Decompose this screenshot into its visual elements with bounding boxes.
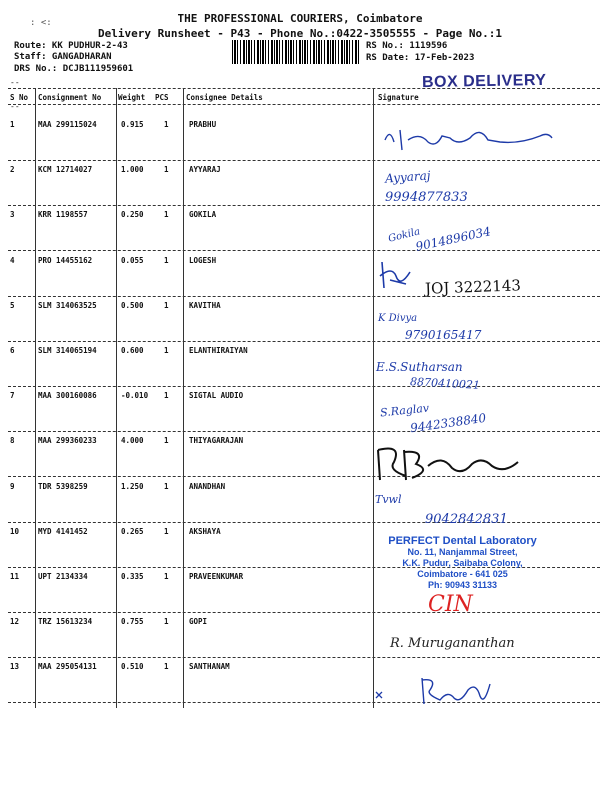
row-sno: 11 — [10, 572, 20, 581]
row-weight: 0.265 — [121, 526, 144, 536]
col-divider — [183, 88, 184, 708]
stamp-line-4: Coimbatore - 641 025 — [417, 569, 508, 579]
row-consignee: LOGESH — [189, 255, 217, 265]
row-sno: 6 — [10, 346, 15, 355]
row-consignee: AYYARAJ — [189, 165, 221, 175]
stamp-line-5: Ph: 90943 31133 — [427, 580, 498, 590]
runsheet-title: Delivery Runsheet - P43 - Phone No.:0422-3505555 - Page No.:1 — [98, 27, 502, 40]
col-consignee: Consignee Details — [186, 93, 263, 102]
row-consignment-no: SLM 314063525 — [38, 300, 97, 310]
row-divider — [8, 522, 600, 523]
col-consignment: Consignment No — [38, 93, 102, 102]
row-consignee: THIYAGARAJAN — [189, 436, 244, 446]
row-weight: 0.510 — [121, 662, 144, 672]
stamp-dental-lab — [370, 536, 555, 591]
row-weight: 0.500 — [121, 300, 144, 310]
row-consignment-no: MAA 299360233 — [38, 436, 97, 446]
row-sno: 9 — [10, 481, 15, 491]
signature-6-name: E.S.Sutharsan — [376, 360, 463, 374]
signature-9-name: Tvwl — [375, 493, 402, 506]
row-consignment-no: TDR 5398259 — [38, 481, 88, 491]
row-divider — [8, 386, 600, 387]
row-consignment-no: MYD 4141452 — [38, 526, 88, 536]
signature-2-name: Ayyaraj — [384, 168, 431, 186]
stamp-line-1: PERFECT Dental Laboratory — [388, 535, 537, 547]
rs-date-label: RS Date: 17-Feb-2023 — [366, 53, 475, 63]
drs-label: DRS No.: DCJB111959601 — [14, 64, 134, 74]
col-divider — [35, 88, 36, 708]
row-consignment-no: TRZ 15613234 — [38, 617, 93, 627]
row-weight: -0.010 — [121, 391, 149, 401]
row-weight: 0.755 — [121, 617, 144, 627]
row-weight: 1.250 — [121, 481, 144, 491]
row-divider — [8, 612, 600, 613]
col-pcs: PCS — [155, 93, 169, 102]
row-sno: 12 — [10, 617, 20, 627]
stamp-line-2: No. 11, Nanjammal Street, — [407, 547, 518, 557]
signature-7-name: S.Raglav — [379, 401, 430, 420]
signature-12-name: R. Murugananthan — [390, 636, 515, 651]
row-pcs: 1 — [164, 662, 169, 672]
row-pcs: 1 — [164, 165, 169, 175]
row-consignment-no: SLM 314065194 — [38, 346, 97, 355]
row-divider — [8, 431, 600, 432]
signature-4-text: JOJ 3222143 — [424, 276, 522, 298]
row-sno: 8 — [10, 436, 15, 446]
header-mark: -- — [10, 78, 20, 87]
row-consignment-no: MAA 300160086 — [38, 391, 97, 401]
corner-mark: : <: — [30, 18, 52, 28]
row-consignee: ELANTHIRAIYAN — [189, 346, 248, 355]
row-sno: 13 — [10, 662, 20, 672]
row-pcs: 1 — [164, 617, 169, 627]
row-pcs: 1 — [164, 572, 169, 581]
row-pcs: 1 — [164, 526, 169, 536]
row-weight: 0.055 — [121, 255, 144, 265]
signature-5-phone: 9790165417 — [405, 328, 482, 342]
header-top-rule — [8, 88, 600, 89]
signature-3-phone: 9014896034 — [414, 224, 492, 254]
row-weight: 0.600 — [121, 346, 144, 355]
row-consignee: KAVITHA — [189, 300, 221, 310]
row-weight: 0.335 — [121, 572, 144, 581]
row-consignee: PRABHU — [189, 120, 217, 129]
signature-11-cin: CIN — [428, 592, 473, 617]
row-pcs: 1 — [164, 255, 169, 265]
row-sno: 2 — [10, 165, 15, 175]
signature-7-phone: 9442338840 — [409, 410, 487, 436]
col-signature: Signature — [378, 93, 419, 102]
route-label: Route: KK PUDHUR-2-43 — [14, 41, 128, 51]
signature-8 — [372, 440, 532, 486]
row-sno: 4 — [10, 255, 15, 265]
header-bottom-rule — [8, 104, 600, 105]
company-title: THE PROFESSIONAL COURIERS, Coimbatore — [177, 12, 423, 25]
row-consignee: GOKILA — [189, 210, 217, 220]
row-weight: 4.000 — [121, 436, 144, 446]
row-consignment-no: MAA 299115024 — [38, 120, 97, 129]
row-sno: 1 — [10, 120, 15, 129]
signature-4-mark — [376, 258, 416, 292]
row-consignee: SANTHANAM — [189, 662, 230, 672]
row-sno: 10 — [10, 526, 20, 536]
col-weight: Weight — [118, 93, 146, 102]
col-sno: S No — [10, 93, 29, 102]
stamp-line-3: K.K. Pudur, Saibaba Colony, — [402, 558, 523, 568]
row-divider — [8, 250, 600, 251]
row-divider — [8, 657, 600, 658]
row-consignee: SIGTAL AUDIO — [189, 391, 244, 401]
signature-3-name: Gokila — [387, 226, 422, 245]
row-consignee: PRAVEENKUMAR — [189, 572, 244, 581]
col-divider — [373, 88, 374, 708]
row-divider — [8, 296, 600, 297]
row-divider — [8, 341, 600, 342]
row-consignee: AKSHAYA — [189, 526, 221, 536]
row-weight: 0.250 — [121, 210, 144, 220]
row-consignee: GOPI — [189, 617, 208, 627]
row-sno: 3 — [10, 210, 15, 220]
box-delivery-stamp: BOX DELIVERY — [421, 71, 547, 92]
header-mark-2: -- — [10, 102, 20, 111]
row-pcs: 1 — [164, 210, 169, 220]
row-pcs: 1 — [164, 391, 169, 401]
signature-13 — [372, 672, 512, 712]
row-consignment-no: UPT 2134334 — [38, 572, 88, 581]
signature-6-number: 8870410021 — [409, 375, 481, 392]
row-divider — [8, 205, 600, 206]
row-pcs: 1 — [164, 346, 169, 355]
signature-9-phone: 9042842831 — [425, 512, 508, 527]
row-consignment-no: KRR 1198557 — [38, 210, 88, 220]
row-pcs: 1 — [164, 481, 169, 491]
row-consignment-no: KCM 12714027 — [38, 165, 93, 175]
row-consignment-no: PRO 14455162 — [38, 255, 93, 265]
staff-label: Staff: GANGADHARAN — [14, 52, 112, 62]
signature-5-name: K Divya — [378, 313, 418, 324]
signature-1 — [380, 118, 570, 158]
signature-2-phone: 9994877833 — [385, 190, 468, 205]
rs-no-label: RS No.: 1119596 — [366, 41, 448, 51]
row-pcs: 1 — [164, 120, 169, 129]
row-pcs: 1 — [164, 436, 169, 446]
row-consignment-no: MAA 295054131 — [38, 662, 97, 672]
row-divider — [8, 160, 600, 161]
row-sno: 7 — [10, 391, 15, 401]
row-weight: 0.915 — [121, 120, 144, 129]
col-divider — [116, 88, 117, 708]
row-consignee: ANANDHAN — [189, 481, 226, 491]
row-pcs: 1 — [164, 300, 169, 310]
barcode — [232, 40, 360, 64]
row-weight: 1.000 — [121, 165, 144, 175]
row-sno: 5 — [10, 300, 15, 310]
